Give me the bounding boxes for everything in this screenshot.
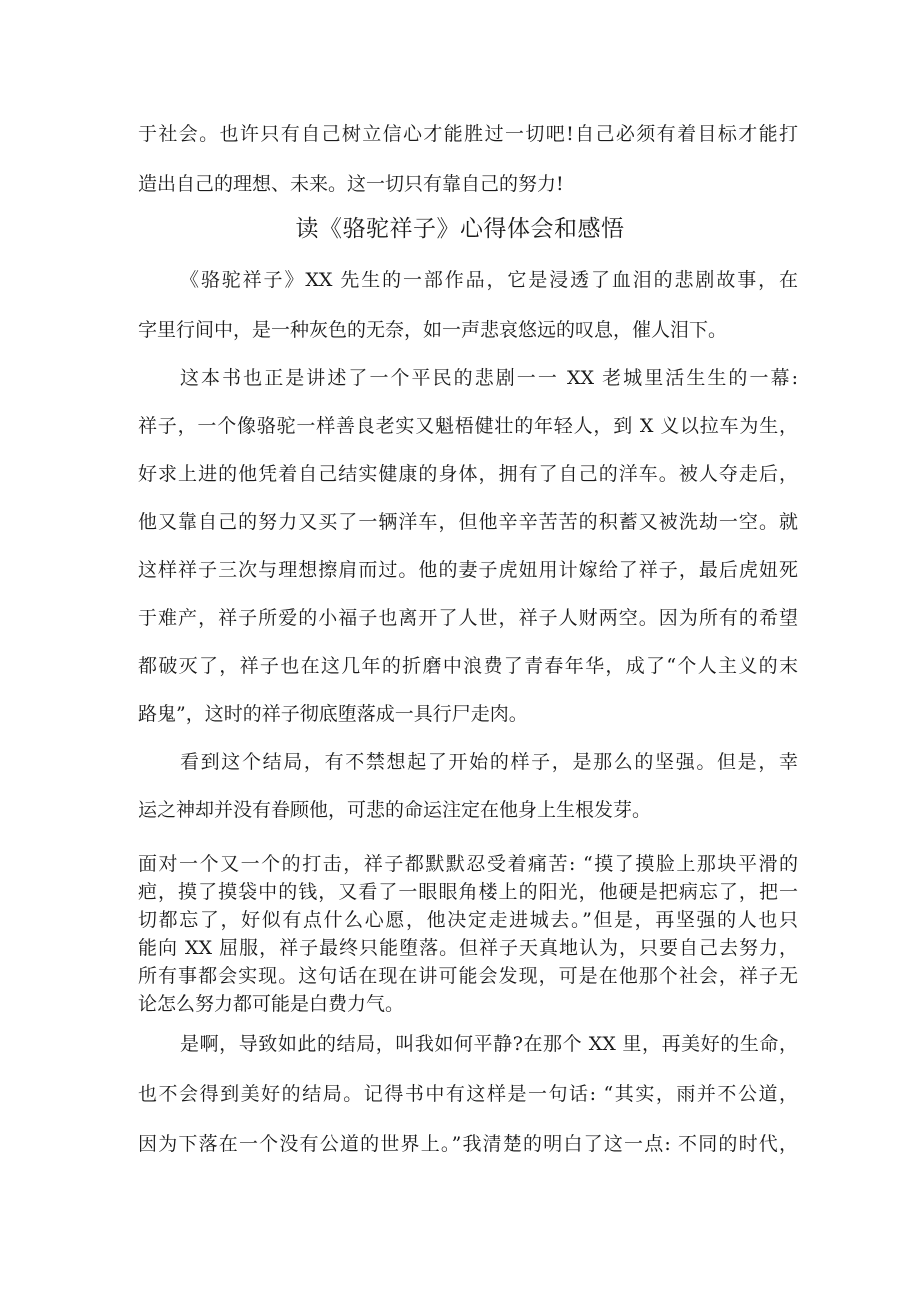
para2-line-3: 好求上进的他凭着自己结实健康的身体，拥有了自己的洋车。被人夺走后， — [138, 463, 798, 485]
para2-line-8: 路鬼”，这时的祥子彻底堕落成一具行尸走肉。 — [138, 703, 528, 725]
para1-line-1: 《骆驼祥子》XX 先生的一部作品，它是浸透了血泪的悲剧故事，在 — [180, 269, 798, 291]
para3-line-2: 运之神却并没有眷顾他，可悲的命运注定在他身上生根发芽。 — [138, 799, 652, 821]
para2-line-6: 于难产，祥子所爱的小福子也离开了人世，祥子人财两空。因为所有的希望 — [138, 607, 798, 629]
para2-line-2: 祥子，一个像骆驼一样善良老实又魁梧健壮的年轻人，到 X 义以拉车为生， — [138, 415, 798, 437]
para5-line-1: 是啊，导致如此的结局，叫我如何平静?在那个 XX 里，再美好的生命， — [180, 1033, 798, 1055]
para2-line-5: 这样祥子三次与理想擦肩而过。他的妻子虎妞用计嫁给了祥子，最后虎妞死 — [138, 559, 798, 581]
intro-line-1: 于社会。也许只有自己树立信心才能胜过一切吧!自己必须有着目标才能打 — [138, 123, 798, 145]
para4-line-6: 论怎么努力都可能是白费力气。 — [138, 993, 405, 1015]
para5-line-2: 也不会得到美好的结局。记得书中有这样是一句话: “其实，雨并不公道， — [138, 1083, 798, 1105]
para3-line-1: 看到这个结局，有不禁想起了开始的样子，是那么的坚强。但是，幸 — [180, 751, 798, 773]
article-title: 读《骆驼祥子》心得体会和感悟 — [295, 216, 625, 242]
para2-line-4: 他又靠自己的努力又买了一辆洋车，但他辛辛苦苦的积蓄又被洗劫一空。就 — [138, 511, 798, 533]
para4-line-3: 切都忘了，好似有点什么心愿，他决定走进城去。”但是，再坚强的人也只 — [138, 909, 798, 931]
para2-line-7: 都破灭了，祥子也在这几年的折磨中浪费了青春年华，成了“个人主义的末 — [138, 655, 798, 677]
para4-line-4: 能向 XX 屈服，祥子最终只能堕落。但祥子天真地认为，只要自己去努力， — [138, 937, 798, 959]
para4-line-2: 疤，摸了摸袋中的钱，又看了一眼眼角楼上的阳光，他硬是把病忘了，把一 — [138, 881, 798, 903]
para2-line-1: 这本书也正是讲述了一个平民的悲剧一一 XX 老城里活生生的一幕: — [180, 367, 798, 389]
para1-line-2: 字里行间中，是一种灰色的无奈，如一声悲哀悠远的叹息，催人泪下。 — [138, 319, 728, 341]
intro-line-2: 造出自己的理想、未来。这一切只有靠自己的努力! — [138, 173, 564, 195]
para4-line-5: 所有事都会实现。这句话在现在讲可能会发现，可是在他那个社会，祥子无 — [138, 965, 798, 987]
para5-line-3: 因为下落在一个没有公道的世界上。”我清楚的明白了这一点: 不同的时代， — [138, 1133, 798, 1155]
para4-line-1: 面对一个又一个的打击，祥子都默默忍受着痛苦: “摸了摸脸上那块平滑的 — [138, 853, 798, 875]
